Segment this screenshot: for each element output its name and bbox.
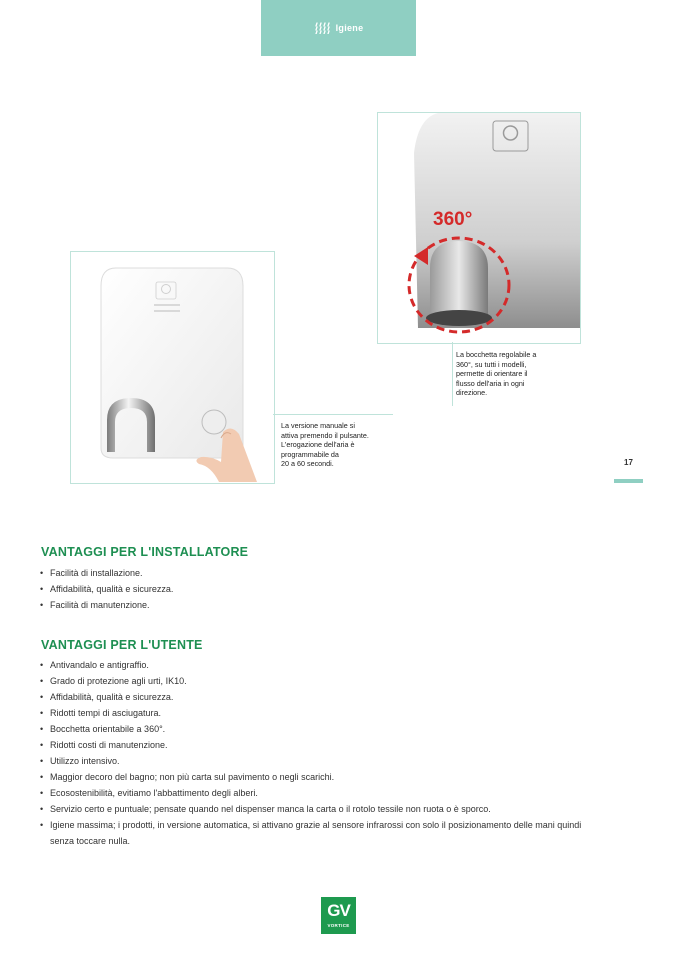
nozzle-photo	[377, 112, 581, 344]
hand-dryer-photo	[70, 251, 275, 484]
installer-advantages-title: VANTAGGI PER L'INSTALLATORE	[41, 545, 249, 559]
list-item: • Affidabilità, qualità e sicurezza.	[40, 581, 600, 597]
list-item: • Maggior decoro del bagno; non più carta sul pavimento o negli scarichi.	[40, 769, 600, 785]
right-caption: La bocchetta regolabile a 360°, su tutti i modelli, permette di orientare il flusso dell'aria in ogni direzione.	[456, 350, 537, 398]
list-item: • Ridotti tempi di asciugatura.	[40, 705, 600, 721]
section-tab	[261, 0, 416, 56]
left-caption-connector	[273, 414, 393, 415]
dryer-airflow-icon	[314, 22, 330, 34]
section-label: Igiene	[335, 23, 364, 33]
list-item: • Ridotti costi di manutenzione.	[40, 737, 600, 753]
right-caption-connector	[452, 342, 453, 406]
list-item: • Igiene massima; i prodotti, in versione automatica, si attivano grazie al sensore infrarossi con solo il posizionamento delle mani quindi senza toccare nulla.	[40, 817, 600, 849]
list-item: • Utilizzo intensivo.	[40, 753, 600, 769]
list-item: • Antivandalo e antigraffio.	[40, 657, 600, 673]
nozzle-illustration	[378, 113, 580, 343]
hand-dryer-illustration	[71, 252, 274, 483]
page-number: 17	[624, 458, 633, 467]
installer-advantages-list	[40, 565, 600, 613]
list-item: • Ecosostenibilità, evitiamo l'abbattimento degli alberi.	[40, 785, 600, 801]
angle-label: 360°	[433, 209, 473, 230]
list-item: • Grado di protezione agli urti, IK10.	[40, 673, 600, 689]
page-number-bar	[614, 479, 643, 483]
logo-mark: GV	[327, 901, 350, 920]
logo-wordmark: VORTICE	[327, 923, 350, 928]
vortice-logo	[321, 897, 356, 934]
list-item: • Affidabilità, qualità e sicurezza.	[40, 689, 600, 705]
left-caption: La versione manuale si attiva premendo il pulsante. L'erogazione dell'aria è programmabile da 20 a 60 secondi.	[281, 421, 369, 469]
list-item: • Bocchetta orientabile a 360°.	[40, 721, 600, 737]
list-item: • Facilità di manutenzione.	[40, 597, 600, 613]
user-advantages-title: VANTAGGI PER L'UTENTE	[41, 638, 203, 652]
list-item: • Servizio certo e puntuale; pensate quando nel dispenser manca la carta o il rotolo tessile non ruota o è sporco.	[40, 801, 600, 817]
user-advantages-list	[40, 657, 600, 849]
list-item: • Facilità di installazione.	[40, 565, 600, 581]
